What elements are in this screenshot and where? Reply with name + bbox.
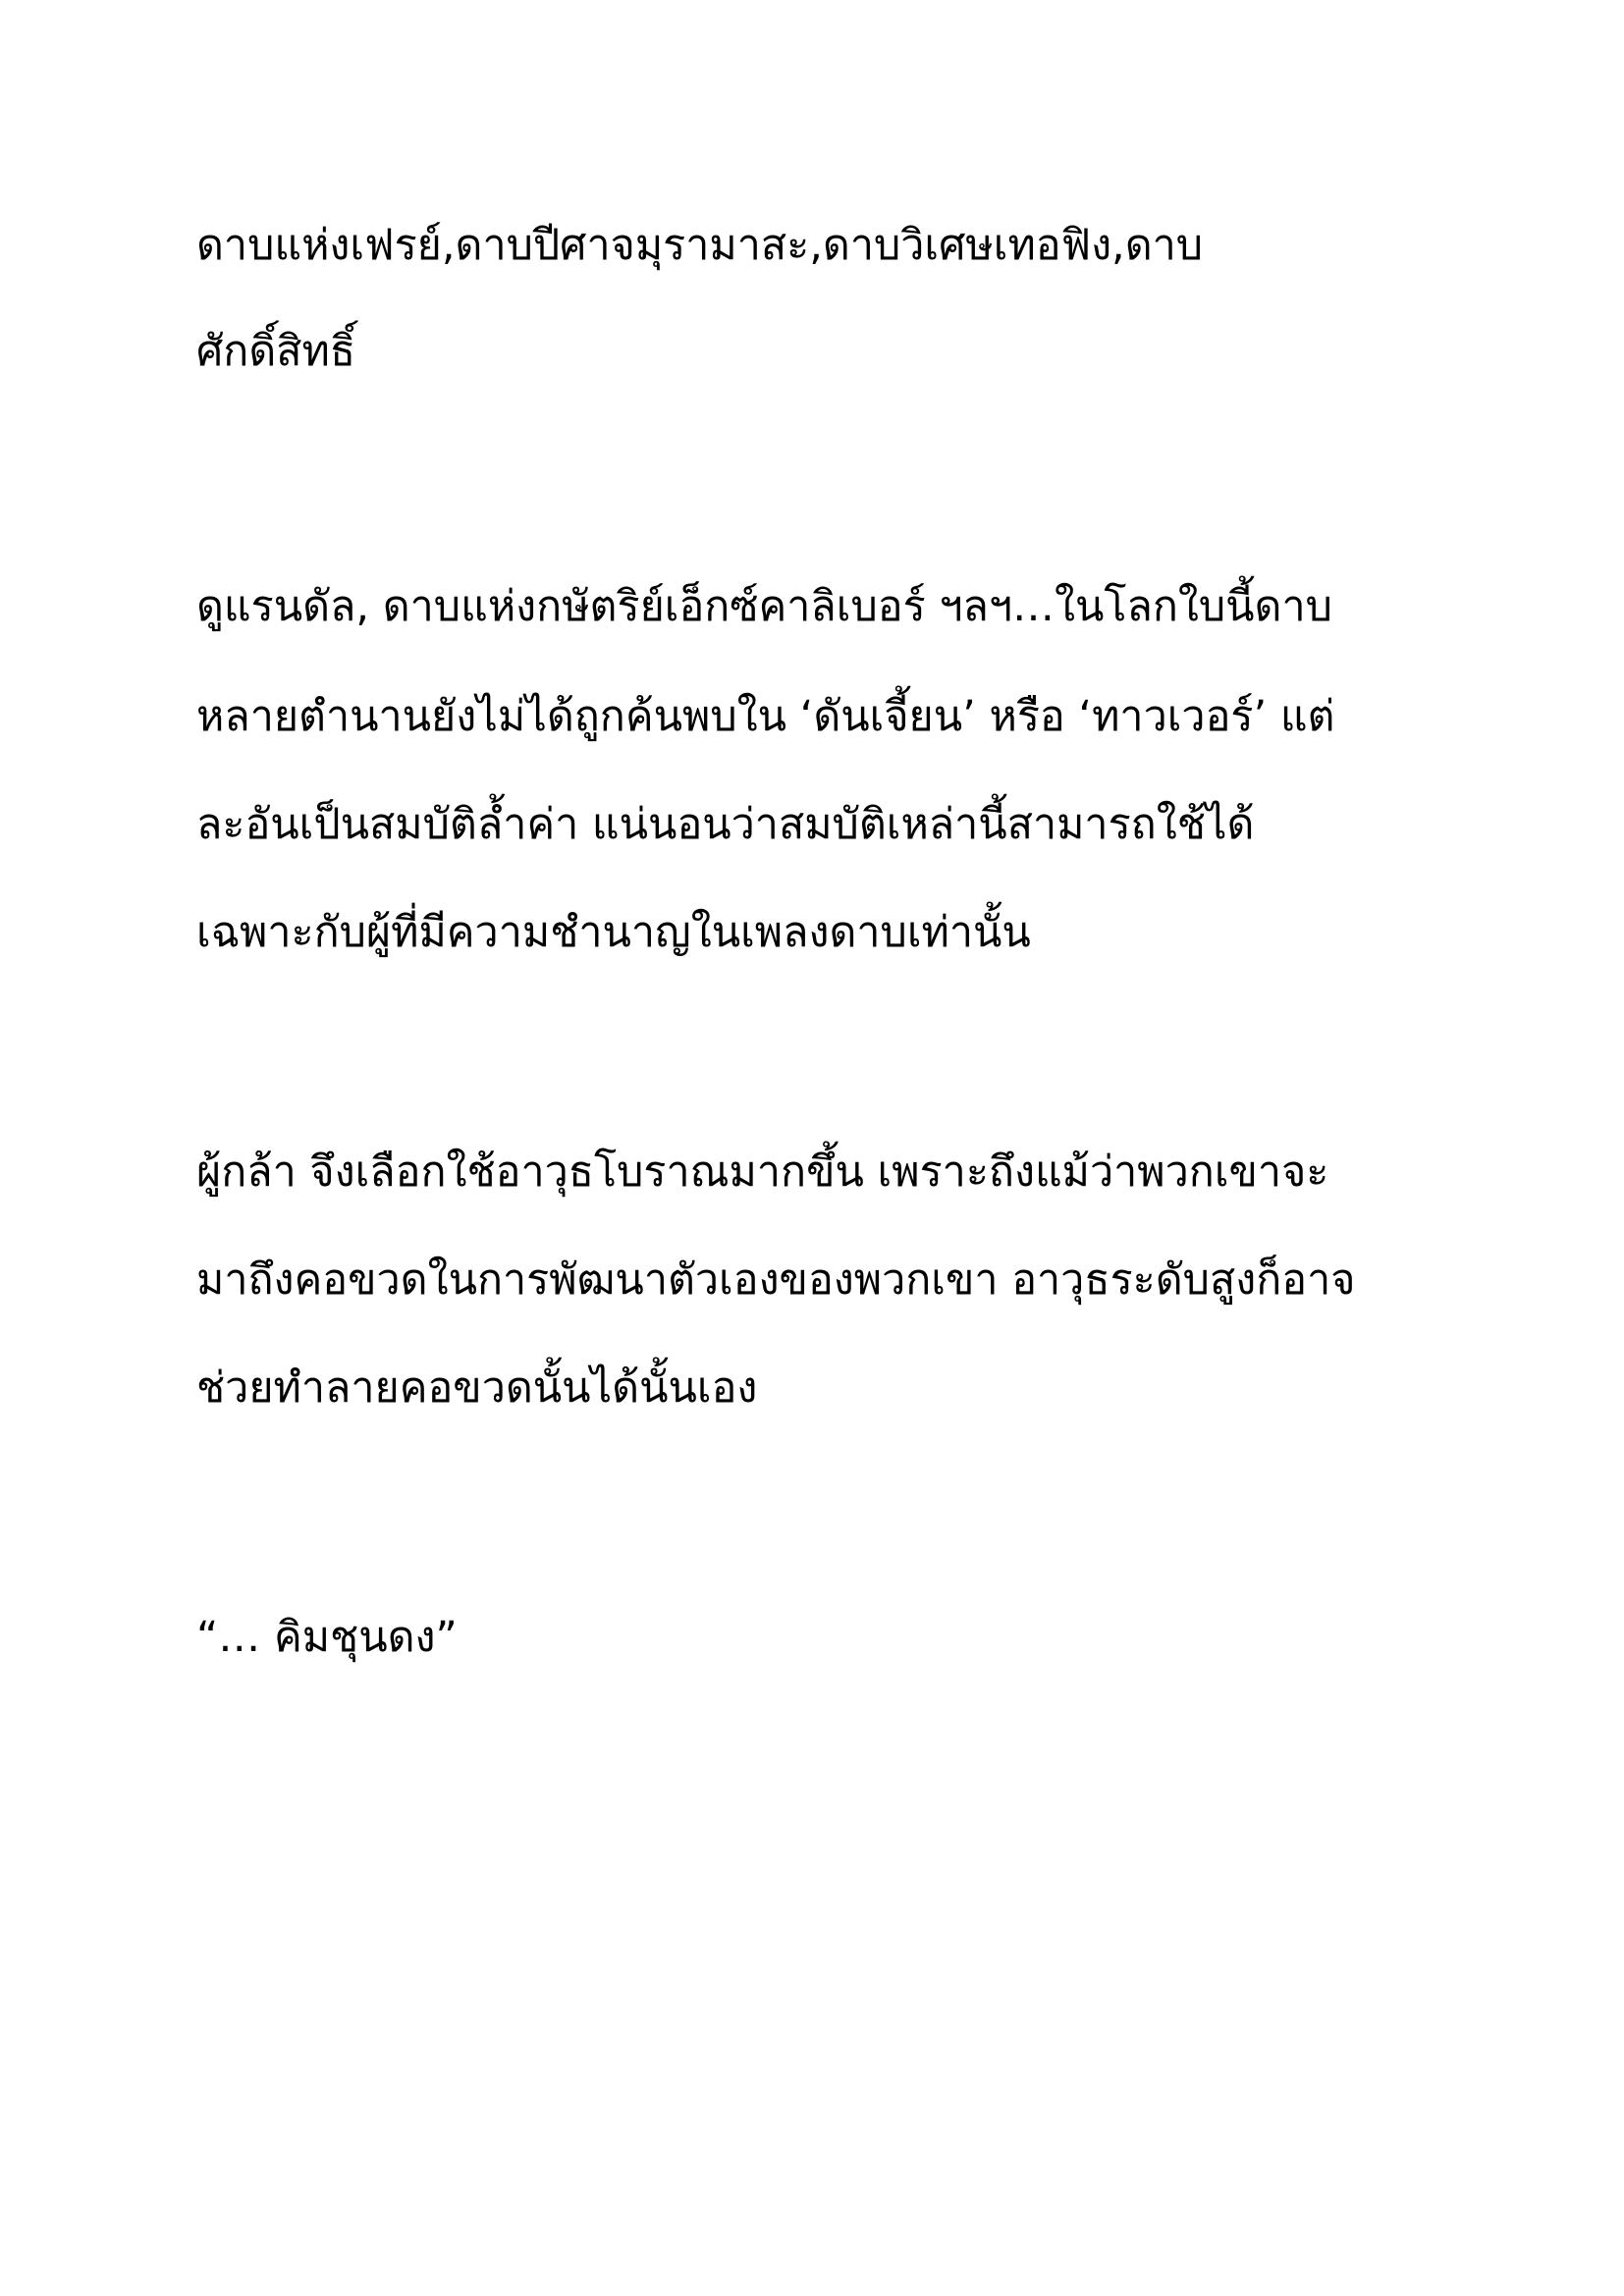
paragraph-1-line-2: ศักดิ์สิทธิ์ [196, 327, 356, 376]
author-signature-line: “… คิมชุนดง” [196, 1613, 458, 1662]
paragraph-2-line-4: เฉพาะกับผู้ที่มีความชำนาญในเพลงดาบเท่านั้น [196, 908, 1031, 957]
paragraph-3-line-1: ผู้กล้า จึงเลือกใช้อาวุธโบราณมากขึ้น เพราะถึงแม้ว่าพวกเขาจะ [196, 1148, 1329, 1197]
paragraph-3-line-2: มาถึงคอขวดในการพัฒนาตัวเองของพวกเขา อาวุธระดับสูงก็อาจ [196, 1255, 1356, 1305]
paragraph-2-line-1: ดูแรนดัล, ดาบแห่งกษัตริย์เอ็กซ์คาลิเบอร์ ฯลฯ…ในโลกใบนี้ดาบ [196, 582, 1332, 631]
paragraph-2-line-2: หลายตำนานยังไม่ได้ถูกค้นพบใน ‘ดันเจี้ยน’ หรือ ‘ทาวเวอร์’ แต่ [196, 692, 1335, 741]
paragraph-2-line-3: ละอันเป็นสมบัติล้ำค่า แน่นอนว่าสมบัติเหล่านี้สามารถใช้ได้ [196, 800, 1255, 849]
paragraph-3-line-3: ช่วยทำลายคอขวดนั้นได้นั้นเอง [196, 1363, 758, 1413]
paragraph-1-line-1: ดาบแห่งเฟรย์,ดาบปีศาจมุรามาสะ,ดาบวิเศษเทอฟิง,ดาบ [196, 221, 1204, 270]
